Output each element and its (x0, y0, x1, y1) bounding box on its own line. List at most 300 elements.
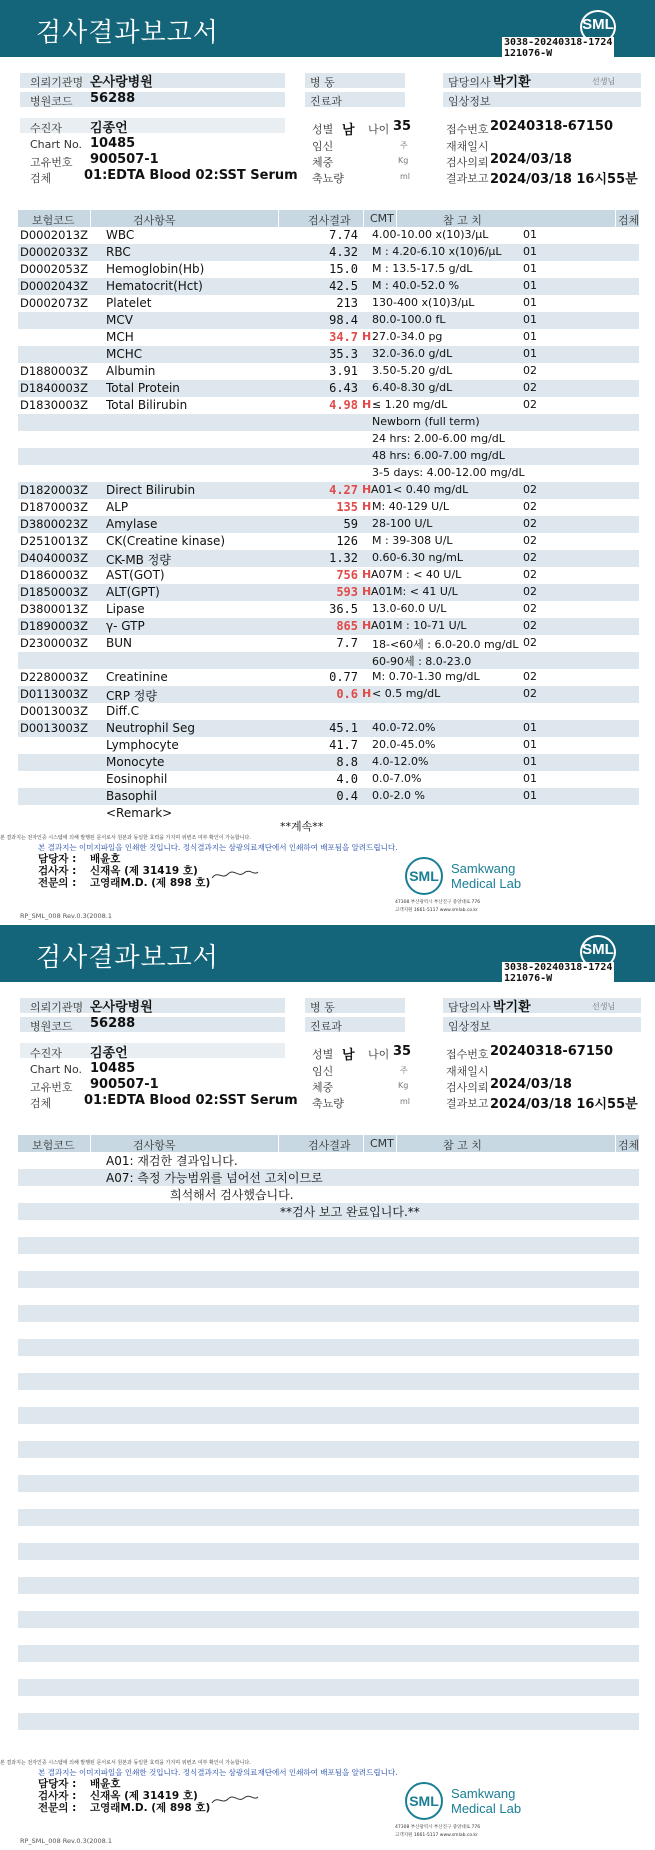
result-row (18, 567, 639, 584)
result-reference: 18-<60세 : 6.0-20.0 mg/dL (372, 638, 519, 651)
result-test-name: ALT(GPT) (106, 585, 160, 599)
small-notice: 본 결과지는 전자인증 시스템에 의해 발행된 문서로서 원본과 동일한 효력을 가지며 위변조 여부 확인이 가능합니다. (0, 835, 251, 841)
result-test-name: MCH (106, 330, 134, 344)
institution-value-2: 온사랑병원 (90, 1000, 153, 1015)
urine-unit: ml (400, 172, 411, 181)
result-row (18, 312, 639, 329)
pregnancy-label-2: 임신 (312, 1065, 334, 1078)
result-specimen: 02 (523, 568, 537, 581)
sex-value-2: 남 (342, 1048, 355, 1063)
weight-unit: Kg (398, 156, 409, 165)
age-label: 나이 (368, 123, 390, 136)
result-row (18, 720, 639, 737)
samkwang-logo (405, 857, 595, 897)
result-row (18, 363, 639, 380)
result-row (18, 533, 639, 550)
manager-value-2: 배윤호 (90, 1778, 121, 1790)
result-code: D0002073Z (20, 296, 88, 310)
col-result-2: 검사결과 (308, 1139, 351, 1152)
result-code: D4040003Z (20, 551, 88, 565)
form-code: RP_SML_008 Rev.0.3(2008.1 (20, 912, 113, 920)
result-test-name: γ- GTP (106, 619, 145, 633)
empty-row (18, 1543, 639, 1560)
result-reference: 32.0-36.0 g/dL (372, 347, 453, 360)
samkwang-logo-2 (405, 1782, 595, 1822)
document-number-line1-2: 3038-20240318-1724 (504, 962, 613, 973)
result-test-name: AST(GOT) (106, 568, 165, 582)
result-specimen: 01 (523, 721, 537, 734)
result-specimen: 02 (523, 619, 537, 632)
document-number-line1: 3038-20240318-1724 (504, 37, 613, 48)
col-name-2: 검사항목 (133, 1139, 176, 1152)
result-reference: 13.0-60.0 U/L (372, 602, 447, 615)
result-row (18, 703, 639, 720)
chart-label-2: Chart No. (30, 1063, 82, 1076)
empty-row (18, 1237, 639, 1254)
result-row (18, 652, 639, 669)
dept-label: 진료과 (310, 95, 342, 108)
result-value: 0.4 (336, 789, 358, 803)
result-value: 865 (336, 619, 358, 633)
result-flag: H (362, 568, 372, 581)
tester-label: 검사자 : (38, 865, 77, 877)
result-test-name: <Remark> (106, 806, 173, 820)
result-code: D0002013Z (20, 228, 88, 242)
result-code: D0013003Z (20, 721, 88, 735)
result-row (18, 227, 639, 244)
col-code: 보험코드 (32, 214, 75, 227)
result-reference: M : < 40 U/L (393, 568, 462, 581)
empty-row (18, 1645, 639, 1662)
lab-address: 47308 부산광역시 부산진구 중앙대로 776 고객지원 1661-5117 www.smlab.co.kr (395, 900, 481, 913)
result-test-name: Neutrophil Seg (106, 721, 196, 735)
name-label: 수진자 (30, 122, 62, 135)
form-code-2: RP_SML_008 Rev.0.3(2008.1 (20, 1837, 113, 1845)
empty-row (18, 1407, 639, 1424)
result-reference: 40.0-72.0% (372, 721, 436, 734)
id-value: 900507-1 (90, 152, 159, 167)
col-ref-2: 참 고 치 (443, 1139, 482, 1152)
signature-icon (210, 868, 260, 882)
result-reference: 24 hrs: 2.00-6.00 mg/dL (372, 432, 505, 445)
result-code: D0002053Z (20, 262, 88, 276)
result-value: 35.3 (329, 347, 358, 361)
result-code: D2300003Z (20, 636, 88, 650)
manager-value: 배윤호 (90, 853, 121, 865)
redraw-label-2: 재채일시 (446, 1065, 489, 1078)
name-label-2: 수진자 (30, 1047, 62, 1060)
document-number-2 (502, 962, 614, 984)
result-cmt: A01 (371, 585, 393, 598)
result-specimen: 02 (523, 687, 537, 700)
result-specimen: 01 (523, 772, 537, 785)
result-test-name: Platelet (106, 296, 152, 310)
doctor-value-2: 박기환 (493, 1000, 531, 1015)
remarks-table (18, 1152, 639, 1747)
result-specimen: 01 (523, 330, 537, 343)
clinical-label-2: 임상정보 (448, 1020, 491, 1033)
result-reference: M: < 41 U/L (393, 585, 458, 598)
result-row (18, 414, 639, 431)
result-row (18, 635, 639, 652)
empty-row (18, 1441, 639, 1458)
result-value: 4.27 (329, 483, 358, 497)
result-specimen: 01 (523, 313, 537, 326)
result-value: 1.32 (329, 551, 358, 565)
empty-row (18, 1594, 639, 1611)
small-notice-2: 본 결과지는 전자인증 시스템에 의해 발행된 문서로서 원본과 동일한 효력을 가지며 위변조 여부 확인이 가능합니다. (0, 1760, 251, 1766)
result-code: D2280003Z (20, 670, 88, 684)
id-label: 고유번호 (30, 156, 73, 169)
empty-row (18, 1526, 639, 1543)
result-reference: 0.60-6.30 ng/mL (372, 551, 463, 564)
specimen-value: 01:EDTA Blood 02:SST Serum (84, 168, 298, 183)
specialist-value: 고영래M.D. (제 898 호) (90, 877, 211, 889)
result-specimen: 01 (523, 347, 537, 360)
receipt-label-2: 접수번호 (446, 1048, 489, 1061)
result-value: 45.1 (329, 721, 358, 735)
col-name: 검사항목 (133, 214, 176, 227)
result-value: 4.98 (329, 398, 358, 412)
report-title-2: 검사결과보고서 (36, 943, 219, 973)
chart-value-2: 10485 (90, 1061, 136, 1076)
patient-info-2 (0, 993, 655, 1111)
empty-row (18, 1271, 639, 1288)
samkwang-logo-icon-2: SML (405, 1782, 443, 1820)
result-reference: 28-100 U/L (372, 517, 433, 530)
doctor-value: 박기환 (493, 75, 531, 90)
id-value-2: 900507-1 (90, 1077, 159, 1092)
document-number-line2: 121076-W (504, 48, 553, 59)
remark-a01: A01: 재검한 결과입니다. (106, 1154, 238, 1168)
result-flag: H (362, 619, 372, 632)
empty-row (18, 1628, 639, 1645)
result-specimen: 02 (523, 364, 537, 377)
col-specimen: 검체 (618, 214, 640, 227)
result-value: 7.74 (329, 228, 358, 242)
result-code: D2510013Z (20, 534, 88, 548)
result-reference: < 0.40 mg/dL (393, 483, 469, 496)
id-label-2: 고유번호 (30, 1081, 73, 1094)
empty-row (18, 1713, 639, 1730)
hospital-code-label: 병원코드 (30, 95, 73, 108)
continued-marker: **계속** (280, 820, 324, 833)
result-row (18, 584, 639, 601)
sex-label-2: 성별 (312, 1048, 334, 1061)
result-value: 6.43 (329, 381, 358, 395)
result-code: D1850003Z (20, 585, 88, 599)
result-code: D0002043Z (20, 279, 88, 293)
report-page-2 (0, 925, 655, 1850)
result-specimen: 01 (523, 789, 537, 802)
result-specimen: 01 (523, 296, 537, 309)
result-reference: ≤ 1.20 mg/dL (372, 398, 448, 411)
result-cmt: A07 (371, 568, 393, 581)
result-reference: 48 hrs: 6.00-7.00 mg/dL (372, 449, 505, 462)
blue-notice: 본 결과지는 이미지파일을 인쇄한 것입니다. 정식결과지는 삼광의료재단에서 인쇄하여 배포됨을 알려드립니다. (38, 843, 398, 852)
result-test-name: WBC (106, 228, 135, 242)
result-value: 0.6 (336, 687, 358, 701)
result-code: D3800013Z (20, 602, 88, 616)
empty-row (18, 1373, 639, 1390)
urine-label-2: 축뇨량 (312, 1097, 344, 1110)
receipt-label: 접수번호 (446, 123, 489, 136)
report-title: 검사결과보고서 (36, 18, 219, 48)
result-reference: 0.0-2.0 % (372, 789, 425, 802)
empty-row (18, 1356, 639, 1373)
result-test-name: Creatinine (106, 670, 168, 684)
result-code: D0113003Z (20, 687, 88, 701)
remark-a07-line2: 희석해서 검사했습니다. (170, 1188, 294, 1202)
empty-row (18, 1560, 639, 1577)
result-reference: 6.40-8.30 g/dL (372, 381, 453, 394)
result-reference: 60-90세 : 8.0-23.0 (372, 655, 472, 668)
result-row (18, 482, 639, 499)
result-specimen: 01 (523, 755, 537, 768)
empty-row (18, 1730, 639, 1747)
result-value: 0.77 (329, 670, 358, 684)
tester-value-2: 신재옥 (제 31419 호) (90, 1790, 198, 1802)
empty-row (18, 1577, 639, 1594)
result-reference: M : 13.5-17.5 g/dL (372, 262, 473, 275)
result-specimen: 01 (523, 228, 537, 241)
result-row (18, 499, 639, 516)
result-test-name: Diff.C (106, 704, 140, 718)
result-code: D1890003Z (20, 619, 88, 633)
result-row (18, 295, 639, 312)
empty-row (18, 1611, 639, 1628)
urine-label: 축뇨량 (312, 172, 344, 185)
result-flag: H (362, 330, 372, 343)
weight-label: 체중 (312, 156, 334, 169)
result-test-name: CK-MB 정량 (106, 553, 171, 567)
result-reference: 4.0-12.0% (372, 755, 429, 768)
result-test-name: Albumin (106, 364, 156, 378)
result-test-name: MCHC (106, 347, 143, 361)
hospital-code-value: 56288 (90, 91, 136, 106)
pregnancy-label: 임신 (312, 140, 334, 153)
result-value: 4.0 (336, 772, 358, 786)
col-ref: 참 고 치 (443, 214, 482, 227)
result-specimen: 02 (523, 381, 537, 394)
col-specimen-2: 검체 (618, 1139, 640, 1152)
receipt-value-2: 20240318-67150 (490, 1044, 613, 1059)
result-value: 36.5 (329, 602, 358, 616)
specimen-label: 검체 (30, 172, 52, 185)
dept-label-2: 진료과 (310, 1020, 342, 1033)
weight-unit-2: Kg (398, 1081, 409, 1090)
empty-row (18, 1458, 639, 1475)
result-row (18, 278, 639, 295)
result-specimen: 01 (523, 262, 537, 275)
result-row (18, 669, 639, 686)
result-test-name: Basophil (106, 789, 158, 803)
result-cmt: A01 (371, 619, 393, 632)
result-value: 8.8 (336, 755, 358, 769)
result-row (18, 788, 639, 805)
result-test-name: Total Protein (106, 381, 180, 395)
empty-row (18, 1305, 639, 1322)
pregnancy-unit-2: 주 (400, 1066, 408, 1075)
sml-logo-text: SML (582, 16, 614, 33)
result-row (18, 346, 639, 363)
result-value: 15.0 (329, 262, 358, 276)
result-code: D0002033Z (20, 245, 88, 259)
result-value: 98.4 (329, 313, 358, 327)
result-value: 42.5 (329, 279, 358, 293)
pregnancy-unit: 주 (400, 141, 408, 150)
sex-value: 남 (342, 123, 355, 138)
result-reference: M : 4.20-6.10 x(10)6/μL (372, 245, 502, 258)
results-table-header-2 (18, 1135, 639, 1152)
result-row (18, 550, 639, 567)
result-specimen: 01 (523, 279, 537, 292)
result-test-name: Hematocrit(Hct) (106, 279, 203, 293)
result-code: D1880003Z (20, 364, 88, 378)
result-specimen: 02 (523, 636, 537, 649)
result-specimen: 02 (523, 398, 537, 411)
col-cmt: CMT (370, 212, 394, 225)
result-specimen: 02 (523, 670, 537, 683)
chart-label: Chart No. (30, 138, 82, 151)
result-specimen: 02 (523, 500, 537, 513)
manager-label-2: 담당자 : (38, 1778, 77, 1790)
empty-row (18, 1679, 639, 1696)
result-reference: M : 39-308 U/L (372, 534, 453, 547)
result-reference: M: 40-129 U/L (372, 500, 450, 513)
requested-label: 검사의뢰 (446, 156, 489, 169)
result-specimen: 02 (523, 585, 537, 598)
result-test-name: ALP (106, 500, 129, 514)
result-row (18, 601, 639, 618)
doctor-suffix-2: 선생님 (592, 1002, 616, 1011)
weight-label-2: 체중 (312, 1081, 334, 1094)
name-value: 김종언 (90, 121, 128, 136)
result-test-name: Amylase (106, 517, 158, 531)
result-specimen: 01 (523, 738, 537, 751)
result-code: D0013003Z (20, 704, 88, 718)
result-value: 756 (336, 568, 358, 582)
reported-value-2: 2024/03/18 16시55분 (490, 1097, 638, 1112)
sml-logo-text-2: SML (582, 941, 614, 958)
result-test-name: Lymphocyte (106, 738, 179, 752)
col-code-2: 보험코드 (32, 1139, 75, 1152)
result-row (18, 618, 639, 635)
chart-value: 10485 (90, 136, 136, 151)
specimen-value-2: 01:EDTA Blood 02:SST Serum (84, 1093, 298, 1108)
empty-row (18, 1492, 639, 1509)
result-reference: 20.0-45.0% (372, 738, 436, 751)
ward-label: 병 동 (310, 76, 335, 89)
signature-icon-2 (210, 1793, 260, 1807)
document-number-line2-2: 121076-W (504, 973, 553, 984)
empty-row (18, 1390, 639, 1407)
samkwang-logo-icon: SML (405, 857, 443, 895)
result-value: 135 (336, 500, 358, 514)
result-test-name: Lipase (106, 602, 145, 616)
result-test-name: Eosinophil (106, 772, 168, 786)
result-reference: M : 40.0-52.0 % (372, 279, 460, 292)
hospital-code-label-2: 병원코드 (30, 1020, 73, 1033)
result-value: 593 (336, 585, 358, 599)
result-row (18, 261, 639, 278)
lab-address-2: 47308 부산광역시 부산진구 중앙대로 776 고객지원 1661-5117 www.smlab.co.kr (395, 1825, 481, 1838)
report-complete: **검사 보고 완료입니다.** (280, 1205, 420, 1219)
requested-label-2: 검사의뢰 (446, 1081, 489, 1094)
result-value: 213 (336, 296, 358, 310)
blue-notice-2: 본 결과지는 이미지파일을 인쇄한 것입니다. 정식결과지는 삼광의료재단에서 인쇄하여 배포됨을 알려드립니다. (38, 1768, 398, 1777)
result-test-name: RBC (106, 245, 131, 259)
age-value: 35 (393, 119, 412, 134)
age-label-2: 나이 (368, 1048, 390, 1061)
result-specimen: 01 (523, 245, 537, 258)
result-reference: < 0.5 mg/dL (372, 687, 441, 700)
result-value: 34.7 (329, 330, 358, 344)
result-test-name: MCV (106, 313, 133, 327)
receipt-value: 20240318-67150 (490, 119, 613, 134)
result-reference: Newborn (full term) (372, 415, 480, 428)
tester-value: 신재옥 (제 31419 호) (90, 865, 198, 877)
result-specimen: 02 (523, 517, 537, 530)
result-flag: H (362, 500, 372, 513)
tester-label-2: 검사자 : (38, 1790, 77, 1802)
specimen-label-2: 검체 (30, 1097, 52, 1110)
result-row (18, 448, 639, 465)
specialist-value-2: 고영래M.D. (제 898 호) (90, 1802, 211, 1814)
specialist-label-2: 전문의 : (38, 1802, 77, 1814)
empty-row (18, 1424, 639, 1441)
result-code: D1870003Z (20, 500, 88, 514)
result-row (18, 771, 639, 788)
result-reference: M : 10-71 U/L (393, 619, 467, 632)
empty-row (18, 1322, 639, 1339)
institution-label-2: 의뢰기관명 (30, 1001, 84, 1014)
patient-info (0, 68, 655, 186)
empty-row (18, 1186, 639, 1203)
requested-value: 2024/03/18 (490, 152, 572, 167)
result-value: 41.7 (329, 738, 358, 752)
remark-a07-line1: A07: 측정 가능범위를 넘어선 고치이므로 (106, 1171, 323, 1185)
doctor-label: 담당의사 (448, 76, 491, 89)
samkwang-name-2: Samkwang Medical Lab (451, 1786, 522, 1816)
urine-unit-2: ml (400, 1097, 411, 1106)
empty-row (18, 1662, 639, 1679)
redraw-label: 재채일시 (446, 140, 489, 153)
result-row (18, 754, 639, 771)
institution-value: 온사랑병원 (90, 75, 153, 90)
result-row (18, 737, 639, 754)
manager-label: 담당자 : (38, 853, 77, 865)
result-test-name: Direct Bilirubin (106, 483, 196, 497)
result-cmt: A01 (371, 483, 393, 496)
sex-label: 성별 (312, 123, 334, 136)
reported-label: 결과보고 (446, 172, 489, 185)
empty-row (18, 1339, 639, 1356)
result-row (18, 329, 639, 346)
empty-row (18, 1288, 639, 1305)
result-test-name: Total Bilirubin (106, 398, 188, 412)
result-value: 3.91 (329, 364, 358, 378)
reported-value: 2024/03/18 16시55분 (490, 172, 638, 187)
result-code: D1860003Z (20, 568, 88, 582)
result-specimen: 02 (523, 534, 537, 547)
result-reference: 80.0-100.0 fL (372, 313, 446, 326)
result-value: 4.32 (329, 245, 358, 259)
result-code: D1830003Z (20, 398, 88, 412)
reported-label-2: 결과보고 (446, 1097, 489, 1110)
hospital-code-value-2: 56288 (90, 1016, 136, 1031)
result-code: D1840003Z (20, 381, 88, 395)
